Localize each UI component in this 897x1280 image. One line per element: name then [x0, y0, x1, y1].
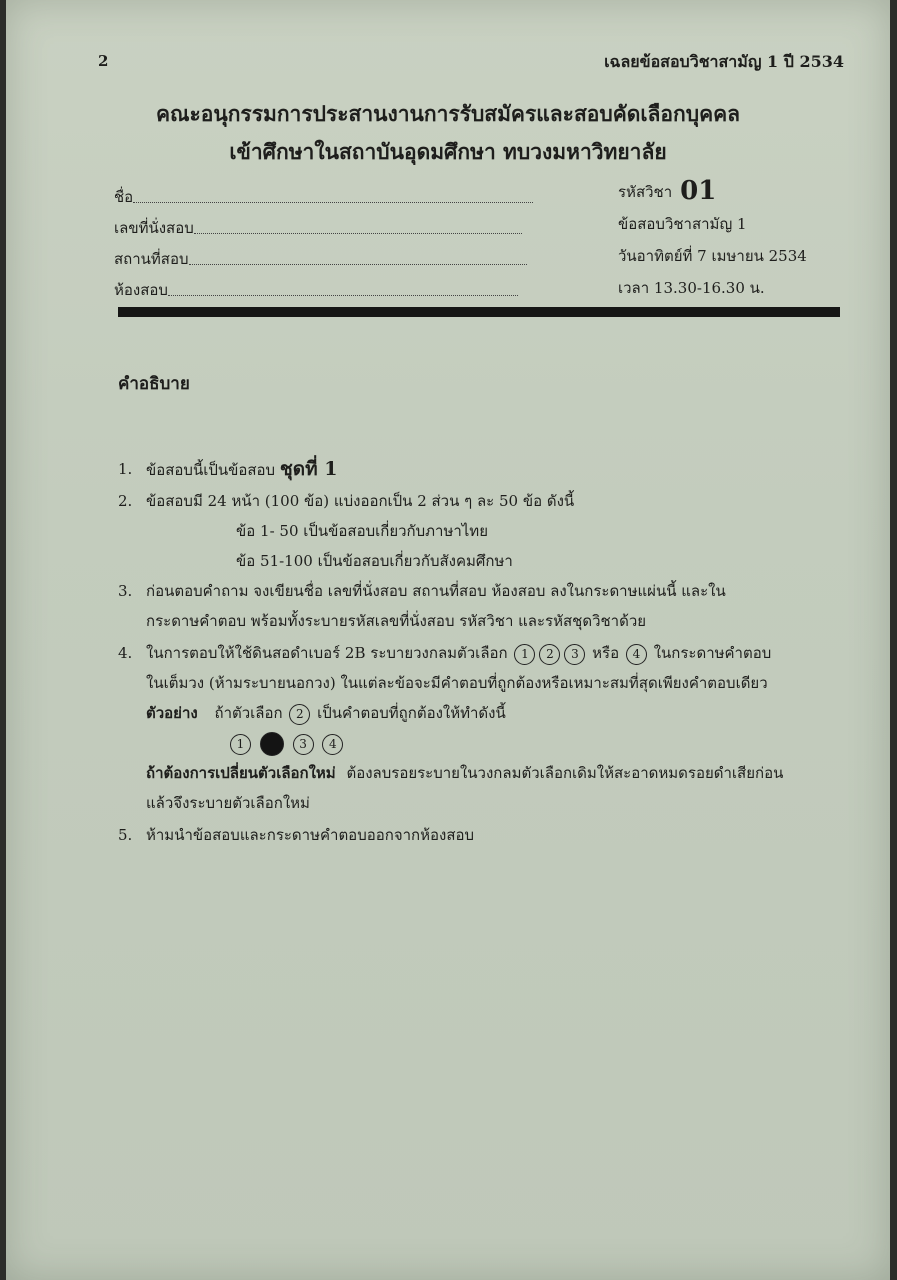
bubble-4-icon: 4 [626, 644, 647, 665]
bubble-4-icon: 4 [322, 734, 343, 755]
subject-code [618, 172, 807, 204]
item-number: 5. [118, 826, 133, 844]
exam-venue-line [189, 264, 527, 265]
item5-text: ห้ามนำข้อสอบและกระดาษคำตอบออกจากห้องสอบ [146, 826, 475, 844]
example-text-a: ถ้าตัวเลือก [214, 704, 283, 722]
exam-room-line [168, 295, 518, 296]
change-text: ต้องลบรอยระบายในวงกลมตัวเลือกเดิมให้สะอาดหมดรอยดำเสียก่อน [346, 764, 784, 782]
item4-change-line2: แล้วจึงระบายตัวเลือกใหม่ [146, 794, 310, 812]
item2-sub-thai: ข้อ 1- 50 เป็นข้อสอบเกี่ยวกับภาษาไทย [236, 522, 488, 540]
instruction-item-5 [118, 820, 474, 850]
subject-code-label: รหัสวิชา [618, 183, 673, 201]
example-text-b: เป็นคำตอบที่ถูกต้องให้ทำดังนี้ [317, 704, 506, 722]
bubble-2-icon: 2 [289, 704, 310, 725]
item4-line2: ในเต็มวง (ห้ามระบายนอกวง) ในแต่ละข้อจะมีคำตอบที่ถูกต้องหรือเหมาะสมที่สุดเพียงคำตอบเดียว [146, 674, 768, 692]
item4-or: หรือ [592, 644, 620, 662]
item4-example [146, 698, 506, 728]
bubble-3-icon: 3 [564, 644, 585, 665]
bubble-1-icon: 1 [514, 644, 535, 665]
exam-venue-field[interactable] [114, 240, 533, 271]
item-number: 3. [118, 582, 133, 600]
bubble-3-icon: 3 [293, 734, 314, 755]
exam-room-label: ห้องสอบ [114, 281, 168, 299]
item4-line1a: ในการตอบให้ใช้ดินสอดำเบอร์ 2B ระบายวงกลมตัวเลือก [146, 644, 508, 662]
exam-cover-page [6, 0, 890, 1280]
filled-bubble-icon [260, 732, 284, 756]
instruction-item-4 [118, 638, 771, 668]
item2-sub-social: ข้อ 51-100 เป็นข้อสอบเกี่ยวกับสังคมศึกษา [236, 552, 513, 570]
candidate-fields [114, 178, 533, 302]
seat-number-label: เลขที่นั่งสอบ [114, 219, 194, 237]
instruction-item-2 [118, 486, 574, 516]
committee-title: คณะอนุกรรมการประสานงานการรับสมัครและสอบคัดเลือกบุคคล [155, 101, 741, 126]
exam-time: เวลา 13.30-16.30 น. [618, 279, 765, 297]
example-bubbles [228, 728, 345, 758]
bubble-1-icon: 1 [230, 734, 251, 755]
institution-title: เข้าศึกษาในสถาบันอุดมศึกษา ทบวงมหาวิทยาลัย [229, 139, 667, 164]
running-title: เฉลยข้อสอบวิชาสามัญ 1 ปี 2534 [604, 52, 844, 71]
instructions-heading: คำอธิบาย [118, 374, 190, 394]
name-label: ชื่อ [114, 188, 134, 206]
divider-bar [118, 307, 840, 317]
name-line [133, 202, 533, 203]
exam-set-label: ชุดที่ 1 [279, 458, 338, 480]
item2-text: ข้อสอบมี 24 หน้า (100 ข้อ) แบ่งออกเป็น 2 ส่วน ๆ ละ 50 ข้อ ดังนี้ [146, 492, 575, 510]
exam-room-field[interactable] [114, 271, 533, 302]
page-number: 2 [98, 52, 109, 70]
example-label: ตัวอย่าง [146, 704, 198, 722]
change-label: ถ้าต้องการเปลี่ยนตัวเลือกใหม่ [146, 764, 336, 782]
instruction-item-1 [118, 454, 337, 485]
instruction-item-3 [118, 576, 726, 606]
subject-name: ข้อสอบวิชาสามัญ 1 [618, 215, 747, 233]
name-field[interactable] [114, 178, 533, 209]
item-number: 2. [118, 492, 133, 510]
item1-text: ข้อสอบนี้เป็นข้อสอบ [146, 461, 276, 479]
item4-line1c: ในกระดาษคำตอบ [653, 644, 772, 662]
item-number: 4. [118, 644, 133, 662]
exam-info [618, 172, 807, 300]
exam-venue-label: สถานที่สอบ [114, 250, 189, 268]
item3-line1: ก่อนตอบคำถาม จงเขียนชื่อ เลขที่นั่งสอบ สถานที่สอบ ห้องสอบ ลงในกระดาษแผ่นนี้ และใน [146, 582, 726, 600]
item-number: 1. [118, 460, 133, 478]
bubble-2-icon: 2 [539, 644, 560, 665]
seat-number-line [194, 233, 522, 234]
item4-change [146, 758, 783, 788]
exam-date: วันอาทิตย์ที่ 7 เมษายน 2534 [618, 247, 807, 265]
item3-line2: กระดาษคำตอบ พร้อมทั้งระบายรหัสเลขที่นั่งสอบ รหัสวิชา และรหัสชุดวิชาด้วย [146, 612, 647, 630]
seat-number-field[interactable] [114, 209, 533, 240]
subject-code-value: 01 [680, 176, 717, 206]
